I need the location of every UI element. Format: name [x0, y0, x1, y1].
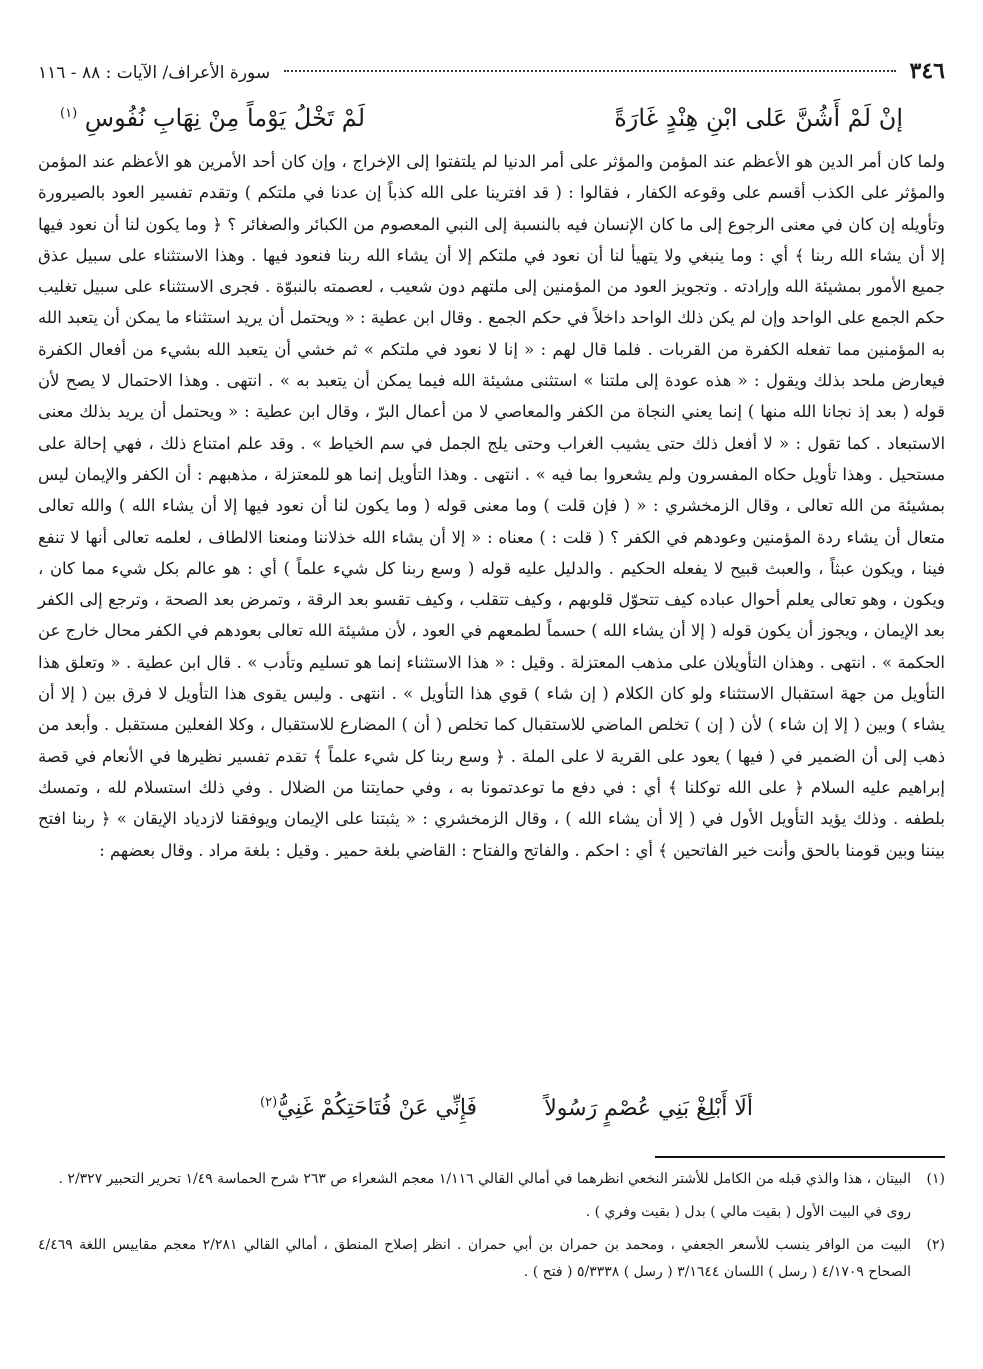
footnote-2 [38, 1232, 945, 1286]
body-line: ﴿ وسع ربنا كل شيء علماً ﴾ تقدم تفسير نظيرها في الأنعام في قصة إبراهيم عليه السلام ﴿ على الله توكلنا ﴾ أي : في دفع [38, 746, 945, 797]
body-line: امتناع ذلك ، فهي إحالة على مستحيل . وهذا تأويل حكاه المفسرون ولم يشعروا بما فيه » . انتهى . وهذا التأويل إنما هو [38, 433, 945, 484]
body-line: ما توعدتمونا به ، وفي حمايتنا من الضلال . وفي ذلك استسلام لله ، وتمسك بلطفه . وذلك يؤيد التأويل الأول في ( إلا أن [38, 777, 945, 829]
body-line: المضارع للاستقبال ، وكلا الفعلين مستقبل . وأبعد من ذهب إلى أن الضمير في ( فيها ) يعود على القرية لا على الملة . [38, 715, 945, 766]
page-number: ٣٤٦ [909, 58, 945, 84]
body-line: بذلك ويقول : « هذه عودة إلى ملتنا » استثنى مشيئة الله فيما يمكن أن يتعبد به » . انتهى . وهذا الاحتمال لا يصح لأن [38, 371, 846, 391]
body-line: ملتهم دون شعيب ، لعصمته بالنبوّة . فجرى الاستثناء على سبيل تغليب حكم الجمع على الواحد وإن لم يكن ذلك [38, 277, 945, 328]
verse-hemistich-2-wrap [60, 104, 365, 132]
header-dotted-leader [284, 70, 895, 72]
body-line: يقوى هذا التأويل لا فرق بين ( إلا أن يشاء ) وبين ( إلا إن شاء ) لأن ( إن ) تخلص الماضي للاستقبال كما تخلص ( أن ) [38, 684, 946, 735]
couplet-hemistich-2: فَإِنِّي عَنْ فُتَاحَتِكُمْ غَنِيُّ [277, 1095, 478, 1121]
footnote-1 [38, 1166, 945, 1193]
body-line: وتقدم تفسير العود بالصيرورة وتأويله إن كان في معنى الرجوع إلى ما كان الإنسان فيه بالنسبة إلى النبي المعصوم من الكبائر [38, 183, 945, 234]
body-line: قوله ( بعد إذ نجانا الله منها ) إنما يعني النجاة من الكفر والمعاصي لا من أعمال البرّ ، وقال ابن عطية : « ويحتمل أن يريد [117, 402, 945, 422]
footnote-separator [655, 1156, 945, 1158]
body-line: يشاء الله ) ، وقال الزمخشري : « يثبتنا على الإيمان ويوفقنا لازدياد الإيقان » ﴿ ربنا افتح بيننا وبين قومنا بالحق وأنت خير [38, 809, 945, 860]
body-line: بذلك معنى الاستبعاد . كما تقول : « لا أفعل ذلك حتى يشيب الغراب وحتى يلج الجمل في سم الخياط » . وقد علم [38, 402, 945, 453]
closing-couplet [260, 1088, 753, 1128]
body-line: يشاء الله ربنا فنعود فيها . وهذا الاستثناء على سبيل عذق جميع الأمور بمشيئة الله وإرادته . وتجويز العود من المؤمنين إلى [38, 245, 945, 297]
body-line: أن يشاء الله خذلاننا ومنعنا الالطاف ، لعلمه تعالى أنها لا تنفع فينا ، ويكون عبثاً ، والعبث قبيح لا يفعله الحكيم . [38, 527, 946, 578]
footnote-number: (١) [926, 1171, 945, 1187]
body-line: الكفرة من القربات . فلما قال لهم : « إنا لا نعود في ملتكم » ثم خشي أن يتعبد الله بشيء من أفعال الكفرة فيعارض ملحد [38, 339, 946, 391]
couplet-hemistich-1: ألَا أَبْلِغْ بَنِي عُصْمٍ رَسُولاً [544, 1095, 753, 1121]
verse-footnote-ref: (١) [60, 106, 78, 121]
body-line: والصغائر ؟ ﴿ وما يكون لنا أن نعود فيها إلا أن يشاء الله ربنا ﴾ أي : وما ينبغي ولا يتهيأ لنا أن نعود في ملتكم إلا أن [38, 214, 945, 265]
footnote-text: البيت من الوافر ينسب للأسعر الجعفي ، ومحمد بن حمران بن أبي حمران . انظر إصلاح المنطق ، أمالي القالي ٢/٢٨١ معجم مقاييس اللغة ٤/٤٦٩ الصحاح ٤/١٧٠٩ ( رسل ) اللسان ٣/١٦٤٤ ( رسل ) ٥/٣٣٣٨ ( فتح ) . [38, 1237, 911, 1280]
body-line: للمعتزلة ، مذهبهم : أن الكفر والإيمان ليس بمشيئة من الله تعالى ، وقال الزمخشري : « ( فإن قلت ) وما معنى قوله ( وما [38, 464, 945, 516]
verse-hemistich-2: لَمْ تَخْلُ يَوْماً مِنْ نِهَابِ نُفُوسِ [84, 104, 366, 132]
footnote-number: (٢) [926, 1237, 945, 1253]
body-text [38, 146, 945, 866]
couplet-footnote-ref: (٢) [260, 1095, 278, 1111]
couplet-hemistich-2-wrap [260, 1095, 477, 1120]
body-line: كيف تتحوّل قلوبهم ، وكيف تتقلب ، وكيف تقسو بعد الرقة ، وتمرض بعد الصحة ، وترجع إلى الكفر بعد الإيمان ، [38, 590, 945, 641]
verse-hemistich-1: إنْ لَمْ أَشُنَّ عَلى ابْنِ هِنْدٍ غَارَةً [614, 104, 903, 132]
running-header [38, 58, 945, 88]
footnote-variant-note [38, 1199, 945, 1226]
footnote-text: روى في البيت الأول ( بقيت مالي ) بدل ( بقيت وفري ) . [585, 1204, 911, 1220]
body-line: الأعظم عند المؤمن والمؤثر على الكذب أقسم على وقوعه الكفار ، فقالوا : ( قد افترينا على الله كذباً إن عدنا في ملتكم ) [38, 152, 946, 203]
body-line: والدليل عليه قوله ( وسع ربنا كل شيء علماً ) أي : هو عالم بكل شيء مما كان ، ويكون ، وهو تعالى يعلم أحوال عباده [38, 558, 945, 610]
body-line: الفاتحين ﴾ أي : احكم . والفاتح والفتاح : القاضي بلغة حمير . وقيل : بلغة مراد . وقال بعضهم : [99, 840, 729, 860]
footnote-text: البيتان ، هذا والذي قبله من الكامل للأشتر النخعي انظرهما في أمالي القالي ١/١١٦ معجم الشعراء ص ٢٦٣ شرح الحماسة ١/٤٩ تحرير التحبير ٢/٣٢٧ . [58, 1171, 911, 1187]
body-line: الواحد داخلاً في حكم الجمع . وقال ابن عطية : « ويحتمل أن يريد استثناء ما يمكن أن يتعبد الله به المؤمنين مما تفعله [38, 308, 946, 359]
body-line: يكون لنا أن نعود فيها إلا أن يشاء الله ) والله تعالى متعال أن يشاء ردة المؤمنين وعودهم في الكفر ؟ ( قلت : ) معناه : « إلا [38, 496, 946, 547]
body-line: عطية . « وتعلق هذا التأويل من جهة استقبال الاستثناء ولو كان الكلام ( إن شاء ) قوي هذا التأويل » . انتهى . وليس [38, 652, 946, 704]
opening-verse [60, 98, 903, 138]
body-line: ويجوز أن يكون قوله ( إلا أن يشاء الله ) حسماً لطمعهم في العود ، لأن مشيئة الله تعالى بعودهم في الكفر محال خارج عن [38, 621, 858, 641]
body-line: ولما كان أمر الدين هو الأعظم عند المؤمن والمؤثر على أمر الدنيا لم يلتفتوا إلى الإخراج ، وإن كان أحد الأمرين هو [174, 152, 945, 171]
surah-title: سورة الأعراف/ الآيات : ٨٨ - ١١٦ [38, 63, 271, 83]
body-line: الحكمة » . انتهى . وهذان التأويلان على مذهب المعتزلة . وقيل : « هذا الاستثناء إنما هو تسليم وتأدب » . قال ابن [179, 652, 945, 672]
footnotes [38, 1166, 945, 1292]
